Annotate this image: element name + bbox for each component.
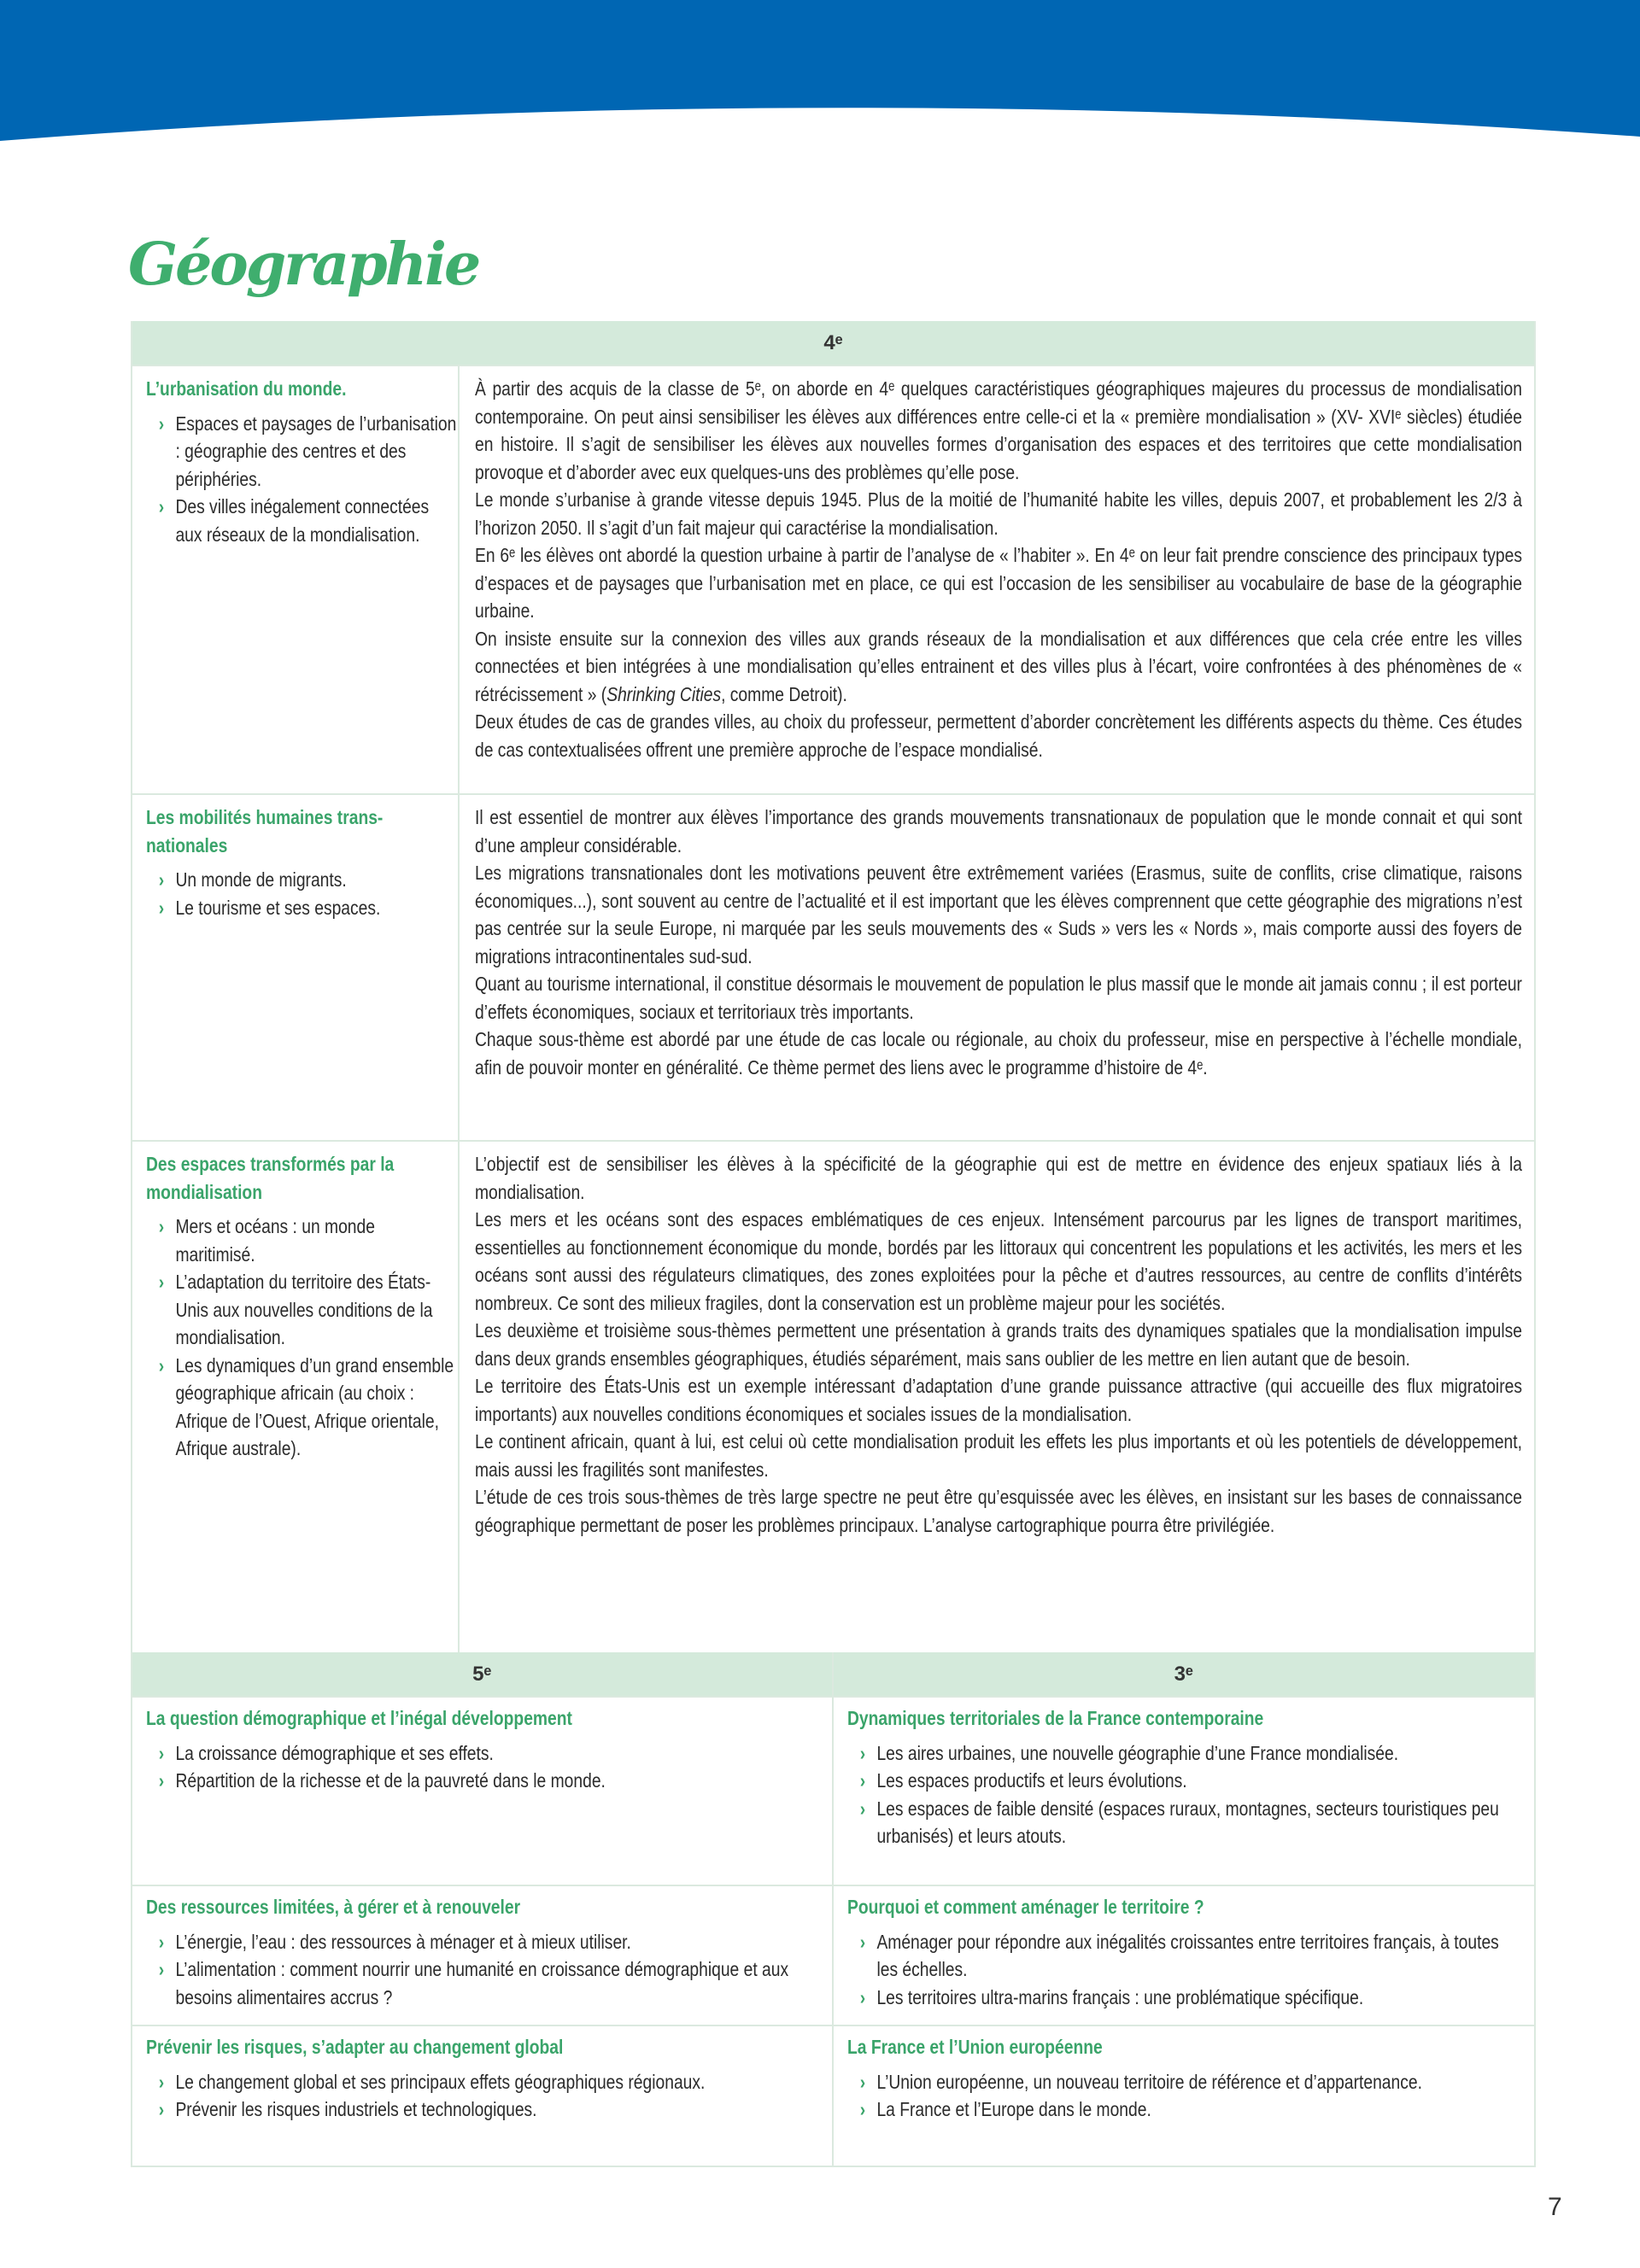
list-item <box>146 2068 819 2096</box>
description-content <box>475 804 1522 1081</box>
header-wave <box>0 0 1640 141</box>
theme-content <box>146 1893 819 2011</box>
theme-heading: Pourquoi et comment aménager le territoire ? <box>846 1896 1204 1918</box>
theme-cell <box>834 1696 1535 1885</box>
paragraph <box>475 1206 1522 1317</box>
grade-header: 3ᵉ <box>834 1652 1535 1696</box>
text-segment: Deux études de cas de grandes villes, au choix du professeur, permettent d’aborder concrètement les différents aspects du thème. Ces études de cas contextualisées offrent une première approche de l’espace mondialisé. <box>475 710 1522 761</box>
paragraph <box>475 1150 1522 1206</box>
bullet-text: Aménager pour répondre aux inégalités croissantes entre territoires français, à toutes les échelles. <box>876 1930 1499 1980</box>
theme-cell <box>132 1885 832 2025</box>
bullet-text: Espaces et paysages de l’urbanisation : géographie des centres et des périphéries. <box>175 412 457 490</box>
list-item <box>146 1352 458 1463</box>
chevron-right-icon: › <box>859 1769 865 1792</box>
paragraph <box>475 1483 1522 1539</box>
list-item <box>847 1739 1522 1768</box>
paragraph <box>475 859 1522 970</box>
theme-cell <box>834 1885 1535 2025</box>
theme-content <box>847 2033 1522 2124</box>
theme-content <box>146 1704 819 1795</box>
bullet-list <box>847 2068 1522 2124</box>
chevron-right-icon: › <box>859 1930 865 1953</box>
chevron-right-icon: › <box>859 1741 865 1764</box>
paragraph <box>475 541 1522 625</box>
bullet-text: L’alimentation : comment nourrir une humanité en croissance démographique et aux besoins alimentaires accrus ? <box>175 1958 789 2008</box>
list-item <box>146 410 458 494</box>
text-segment: À partir des acquis de la classe de 5ᵉ, on aborde en 4ᵉ quelques caractéristiques géographiques majeures du processus de mondialisation contemporaine. On peut ainsi sensibiliser les élèves aux différences entre celle-ci et la « première mondialisation » (XV- XVIᵉ siècles) étudiée en histoire. Il s’agit de sensibiliser les élèves aux nouvelles formes d’organisation des espaces et des territoires que cette mondialisation provoque et d’aborder avec eux quelques-uns des problèmes qu’elle pose. <box>475 377 1522 483</box>
text-segment: On insiste ensuite sur la connexion des villes aux grands réseaux de la mondialisation et aux différences que cela crée entre les villes connectées et bien intégrées à une mondialisation qu’elles entrainent et des villes plus à l’écart, voire confrontées à des phénomènes de « rétrécissement » ( <box>475 627 1522 705</box>
paragraph <box>475 1317 1522 1372</box>
list-item <box>146 493 458 548</box>
chevron-right-icon: › <box>859 1797 865 1820</box>
grade-4-table <box>131 321 1536 1652</box>
text-segment: L’objectif est de sensibiliser les élèves à la spécificité de la géographie qui est de mettre en évidence des enjeux spatiaux liés à la mondialisation. <box>475 1153 1522 1203</box>
theme-cell <box>132 2025 832 2166</box>
grade-5-3-table <box>131 1652 1536 2167</box>
paragraph <box>475 1428 1522 1483</box>
chevron-right-icon: › <box>859 2098 865 2120</box>
text-segment: Les migrations transnationales dont les motivations peuvent être extrêmement variées (Erasmus, suite de conflits, crise climatique, raisons économiques...), sont souvent au centre de l’actualité et il est important que les élèves comprennent que cette géographie des migrations n’est pas centrée sur la seule Europe, ni marquée par les seuls mouvements des « Suds » vers les « Nords », mais comporte aussi des foyers de migrations intracontinentales sud-sud. <box>475 862 1522 967</box>
bullet-text: Les territoires ultra-marins français : une problématique spécifique. <box>876 1985 1363 2008</box>
theme-heading: Des ressources limitées, à gérer et à renouveler <box>146 1896 521 1918</box>
theme-content <box>146 1150 458 1463</box>
chevron-right-icon: › <box>158 1271 165 1293</box>
theme-heading: La France et l’Union européenne <box>846 2036 1103 2058</box>
chevron-right-icon: › <box>859 1985 865 2008</box>
theme-heading: L’urbanisation du monde. <box>146 377 347 400</box>
italic-term: Shrinking Cities <box>606 682 722 705</box>
chevron-right-icon: › <box>158 495 165 517</box>
grade-column <box>132 1652 834 2166</box>
page-title: Géographie <box>128 231 479 299</box>
chevron-right-icon: › <box>158 1353 165 1377</box>
bullet-text: Les aires urbaines, une nouvelle géographie d’une France mondialisée. <box>876 1741 1398 1764</box>
list-item <box>146 1268 458 1352</box>
chevron-right-icon: › <box>158 1769 165 1792</box>
theme-content <box>146 804 458 921</box>
chevron-right-icon: › <box>158 868 165 891</box>
bullet-text: Le changement global et ses principaux effets géographiques régionaux. <box>175 2070 706 2093</box>
chevron-right-icon: › <box>158 2070 165 2093</box>
list-item <box>146 1955 819 2011</box>
text-segment: , comme Detroit). <box>721 682 847 705</box>
list-item <box>847 1795 1522 1850</box>
bullet-list <box>146 1928 819 2012</box>
bullet-text: Prévenir les risques industriels et technologiques. <box>175 2098 537 2120</box>
bullet-text: L’Union européenne, un nouveau territoire de référence et d’appartenance. <box>876 2070 1422 2093</box>
theme-cell <box>132 1142 460 1652</box>
bullet-text: L’énergie, l’eau : des ressources à ménager et à mieux utiliser. <box>175 1930 631 1953</box>
bullet-text: L’adaptation du territoire des États-Unis aux nouvelles conditions de la mondialisation. <box>175 1271 433 1348</box>
text-segment: Les deuxième et troisième sous-thèmes permettent une présentation à grands traits des dynamiques spatiales que la mondialisation impulse dans deux grands ensembles géographiques, étudiés séparément, mais sans oublier de les mettre en lien autant que de besoin. <box>475 1319 1522 1370</box>
bullet-text: Mers et océans : un monde maritimisé. <box>175 1215 375 1266</box>
chevron-right-icon: › <box>859 2070 865 2093</box>
grade-header: 5ᵉ <box>132 1652 832 1696</box>
paragraph <box>475 625 1522 709</box>
paragraph <box>475 375 1522 486</box>
theme-heading: Dynamiques territoriales de la France contemporaine <box>846 1707 1263 1729</box>
list-item <box>847 2068 1522 2096</box>
chevron-right-icon: › <box>158 1215 165 1237</box>
bullet-text: Répartition de la richesse et de la pauvreté dans le monde. <box>175 1769 606 1792</box>
bullet-list <box>847 1739 1522 1850</box>
bullet-text: Des villes inégalement connectées aux réseaux de la mondialisation. <box>175 495 430 546</box>
description-cell <box>460 1142 1534 1652</box>
bullet-list <box>146 2068 819 2124</box>
bullet-list <box>847 1928 1522 2012</box>
grade-column <box>834 1652 1535 2166</box>
theme-heading: Prévenir les risques, s’adapter au changement global <box>146 2036 564 2058</box>
paragraph <box>475 708 1522 763</box>
list-item <box>146 1767 819 1795</box>
paragraph <box>475 1372 1522 1428</box>
chevron-right-icon: › <box>158 1958 165 1980</box>
theme-content <box>847 1704 1522 1850</box>
text-segment: Le monde s’urbanise à grande vitesse depuis 1945. Plus de la moitié de l’humanité habite les villes, depuis 2007, et probablement les 2/3 à l’horizon 2050. Il s’agit d’un fait majeur qui caractérise la mondialisation. <box>475 488 1522 539</box>
bullet-text: La croissance démographique et ses effets. <box>175 1741 494 1764</box>
theme-heading: Des espaces transformés par la mondialisation <box>146 1153 395 1203</box>
text-segment: Quant au tourisme international, il constitue désormais le mouvement de population le plus massif que le monde ait jamais connu ; il est porteur d’effets économiques, sociaux et territoriaux très importants. <box>475 973 1522 1023</box>
chevron-right-icon: › <box>158 1930 165 1953</box>
list-item <box>146 866 458 894</box>
theme-heading: La question démographique et l’inégal développement <box>146 1707 572 1729</box>
bullet-list <box>146 410 458 549</box>
paragraph <box>475 486 1522 541</box>
theme-cell <box>132 1696 832 1885</box>
theme-cell <box>834 2025 1535 2166</box>
text-segment: Le continent africain, quant à lui, est celui où cette mondialisation produit les effets les plus importants et où les potentiels de développement, mais aussi les fragilités sont manifestes. <box>475 1430 1522 1481</box>
chevron-right-icon: › <box>158 896 165 919</box>
theme-cell <box>132 366 460 793</box>
paragraph <box>475 1026 1522 1081</box>
text-segment: Chaque sous-thème est abordé par une étude de cas locale ou régionale, au choix du professeur, mise en perspective à l’échelle mondiale, afin de pouvoir monter en généralité. Ce thème permet des liens avec le programme d’histoire de 4ᵉ. <box>475 1028 1522 1078</box>
grade-4-header: 4ᵉ <box>132 321 1534 365</box>
list-item <box>146 894 458 922</box>
bullet-text: Les espaces productifs et leurs évolutions. <box>876 1769 1187 1792</box>
chevron-right-icon: › <box>158 1741 165 1764</box>
paragraph <box>475 970 1522 1026</box>
theme-content <box>847 1893 1522 2011</box>
bullet-text: Les espaces de faible densité (espaces ruraux, montagnes, secteurs touristiques peu urbanisés) et leurs atouts. <box>876 1797 1499 1847</box>
description-content <box>475 375 1522 763</box>
text-segment: L’étude de ces trois sous-thèmes de très large spectre ne peut être qu’esquissée avec les élèves, en insistant sur les bases de connaissance géographique permettant de poser les problèmes principaux. L’analyse cartographique pourra être privilégiée. <box>475 1486 1522 1536</box>
text-segment: Le territoire des États-Unis est un exemple intéressant d’adaptation d’une grande puissance attractive (qui accueille des flux migratoires importants) aux nouvelles conditions économiques et sociales issues de la mondialisation. <box>475 1375 1522 1425</box>
header-band <box>0 0 1640 145</box>
page-number: 7 <box>1548 2193 1562 2221</box>
bullet-text: Les dynamiques d’un grand ensemble géographique africain (au choix : Afrique de l’Ouest, Afrique orientale, Afrique australe). <box>175 1353 454 1459</box>
text-segment: Il est essentiel de montrer aux élèves l’importance des grands mouvements transnationaux de population que le monde connait et qui sont d’une ampleur considérable. <box>475 806 1522 856</box>
description-cell <box>460 366 1534 793</box>
text-segment: Les mers et les océans sont des espaces emblématiques de ces enjeux. Intensément parcourus par les lignes de transport maritimes, essentielles au fonctionnement économique du monde, bordés par les littoraux qui concentrent les populations et les activités, les mers et les océans sont aussi des régulateurs climatiques, des zones exploitées pour la pêche et d’autres ressources, au centre de conflits d’intérêts nombreux. Ce sont des milieux fragiles, dont la conservation est un problème majeur pour les sociétés. <box>475 1208 1522 1314</box>
bullet-text: Le tourisme et ses espaces. <box>175 896 381 919</box>
list-item <box>146 2096 819 2124</box>
table-row <box>132 1140 1534 1652</box>
list-item <box>847 2096 1522 2124</box>
bullet-list <box>146 1739 819 1795</box>
list-item <box>146 1928 819 1956</box>
paragraph <box>475 804 1522 859</box>
chevron-right-icon: › <box>158 2098 165 2120</box>
theme-cell <box>132 795 460 1140</box>
description-cell <box>460 795 1534 1140</box>
bullet-text: La France et l’Europe dans le monde. <box>876 2098 1151 2120</box>
theme-heading: Les mobilités humaines transnationales <box>146 806 384 856</box>
theme-content <box>146 375 458 548</box>
list-item <box>847 1984 1522 2012</box>
chevron-right-icon: › <box>158 412 165 435</box>
list-item <box>146 1213 458 1268</box>
list-item <box>146 1739 819 1768</box>
table-row <box>132 365 1534 793</box>
text-segment: En 6ᵉ les élèves ont abordé la question urbaine à partir de l’analyse de « l’habiter ». En 4ᵉ on leur fait prendre conscience des principaux types d’espaces et de paysages que l’urbanisation met en place, ce qui est l’occasion de les sensibiliser au vocabulaire de base de la géographie urbaine. <box>475 544 1522 622</box>
theme-content <box>146 2033 819 2124</box>
list-item <box>847 1928 1522 1984</box>
list-item <box>847 1767 1522 1795</box>
table-row <box>132 793 1534 1140</box>
bullet-list <box>146 866 458 921</box>
bullet-list <box>146 1213 458 1463</box>
description-content <box>475 1150 1522 1539</box>
bullet-text: Un monde de migrants. <box>175 868 347 891</box>
